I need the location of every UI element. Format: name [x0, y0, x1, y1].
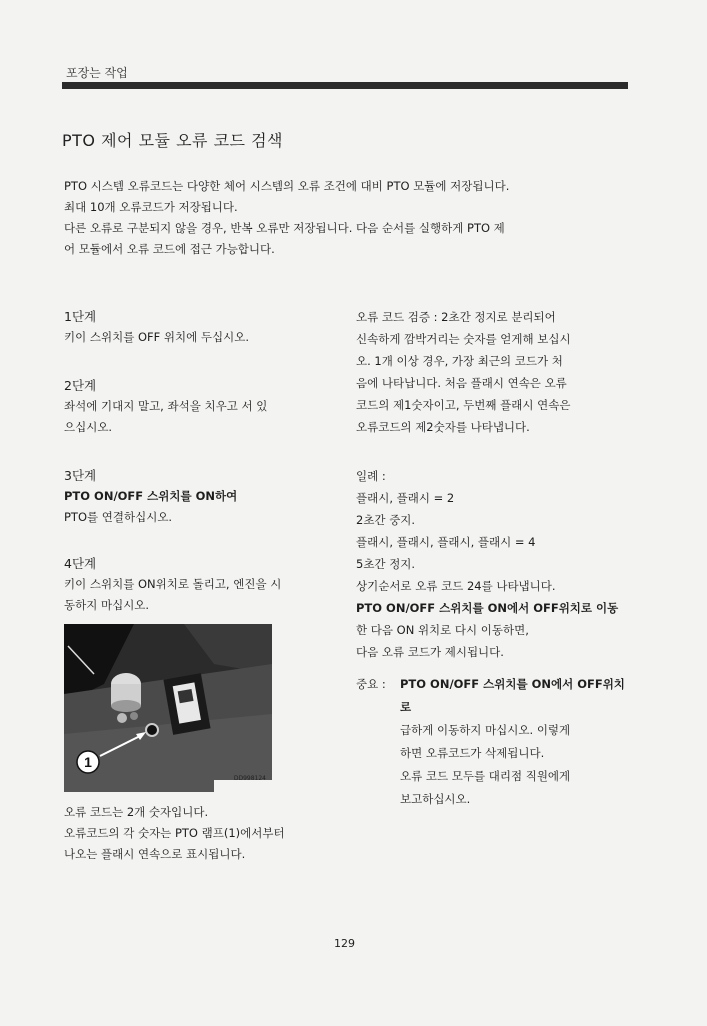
step-heading: 3단계	[64, 468, 97, 483]
intro-line: PTO 시스템 오류코드는 다양한 체어 시스템의 오류 조건에 대비 PTO 모듈에 저장됩니다.	[64, 179, 510, 193]
intro-line: 다른 오류로 구분되지 않을 경우, 반복 오류만 저장됩니다. 다음 순서를 실행하게 PTO 제	[64, 221, 505, 235]
note-line: 오류 코드 모두를 대리점 직원에게	[400, 769, 571, 783]
step-3	[64, 465, 339, 528]
step-4	[64, 553, 339, 616]
check-line: 신속하게 깜박거리는 숫자를 얻게해 보십시	[356, 332, 571, 346]
figure-caption	[64, 802, 339, 865]
intro-line: 최대 10개 오류코드가 저장됩니다.	[64, 200, 238, 214]
note-line: 급하게 이동하지 마십시오. 이렇게	[400, 723, 571, 737]
example-line: 한 다음 ON 위치로 다시 이동하면,	[356, 623, 529, 637]
step-heading: 2단계	[64, 378, 97, 393]
step-text: PTO ON/OFF 스위치를 ON하여	[64, 489, 238, 503]
note-label: 중요 :	[356, 677, 386, 691]
check-line: 코드의 제1숫자이고, 두번째 플래시 연속은	[356, 398, 571, 412]
example-line: 일례 :	[356, 469, 386, 483]
example-line: 플래시, 플래시 = 2	[356, 491, 455, 505]
step-text: 좌석에 기대지 말고, 좌석을 치우고 서 있	[64, 399, 268, 413]
note-line: 하면 오류코드가 삭제됩니다.	[400, 746, 545, 760]
step-text: 키이 스위치를 ON위치로 돌리고, 엔진을 시	[64, 577, 282, 591]
note-body	[400, 673, 632, 811]
example-line: PTO ON/OFF 스위치를 ON에서 OFF위치로 이동	[356, 601, 619, 615]
section-label: 포장는 작업	[66, 66, 128, 80]
caption-line: 나오는 플래시 연속으로 표시됩니다.	[64, 847, 246, 861]
example-line: 5초간 정지.	[356, 557, 416, 571]
check-line: 오. 1개 이상 경우, 가장 최근의 코드가 처	[356, 354, 563, 368]
step-text: PTO를 연결하십시오.	[64, 510, 173, 524]
step-text: 동하지 마십시오.	[64, 598, 150, 612]
pto-panel-illustration	[64, 624, 272, 792]
pto-lamp-photo	[64, 624, 272, 792]
note-line: PTO ON/OFF 스위치를 ON에서 OFF위치로	[400, 677, 625, 714]
right-column	[356, 306, 632, 811]
figure-code: DD998124	[233, 775, 266, 782]
intro-paragraph	[64, 176, 634, 260]
important-note	[356, 673, 632, 811]
example-line: 플래시, 플래시, 플래시, 플래시 = 4	[356, 535, 536, 549]
step-2	[64, 375, 339, 438]
error-code-check	[356, 306, 632, 438]
caption-line: 오류 코드는 2개 숫자입니다.	[64, 805, 209, 819]
page-number: 129	[334, 937, 355, 950]
check-line: 음에 나타납니다. 처음 플래시 연속은 오류	[356, 376, 567, 390]
note-line: 보고하십시오.	[400, 792, 471, 806]
intro-line: 어 모듈에서 오류 코드에 접근 가능합니다.	[64, 242, 275, 256]
step-text: 으십시오.	[64, 420, 113, 434]
step-1	[64, 306, 339, 348]
header-rule	[62, 82, 628, 89]
example-line: 다음 오류 코드가 제시됩니다.	[356, 645, 504, 659]
page-title: PTO 제어 모듈 오류 코드 검색	[62, 131, 284, 150]
check-line: 오류코드의 제2숫자를 나타냅니다.	[356, 420, 530, 434]
example-block	[356, 465, 632, 663]
example-line: 2초간 중지.	[356, 513, 416, 527]
step-heading: 4단계	[64, 556, 97, 571]
check-line: 오류 코드 검증 : 2초간 정지로 분리되어	[356, 310, 556, 324]
callout-number: 1	[84, 754, 92, 770]
step-text: 키이 스위치를 OFF 위치에 두십시오.	[64, 330, 249, 344]
caption-line: 오류코드의 각 숫자는 PTO 램프(1)에서부터	[64, 826, 285, 840]
example-line: 상기순서로 오류 코드 24를 나타냅니다.	[356, 579, 556, 593]
step-heading: 1단계	[64, 309, 97, 324]
left-column	[64, 306, 339, 865]
